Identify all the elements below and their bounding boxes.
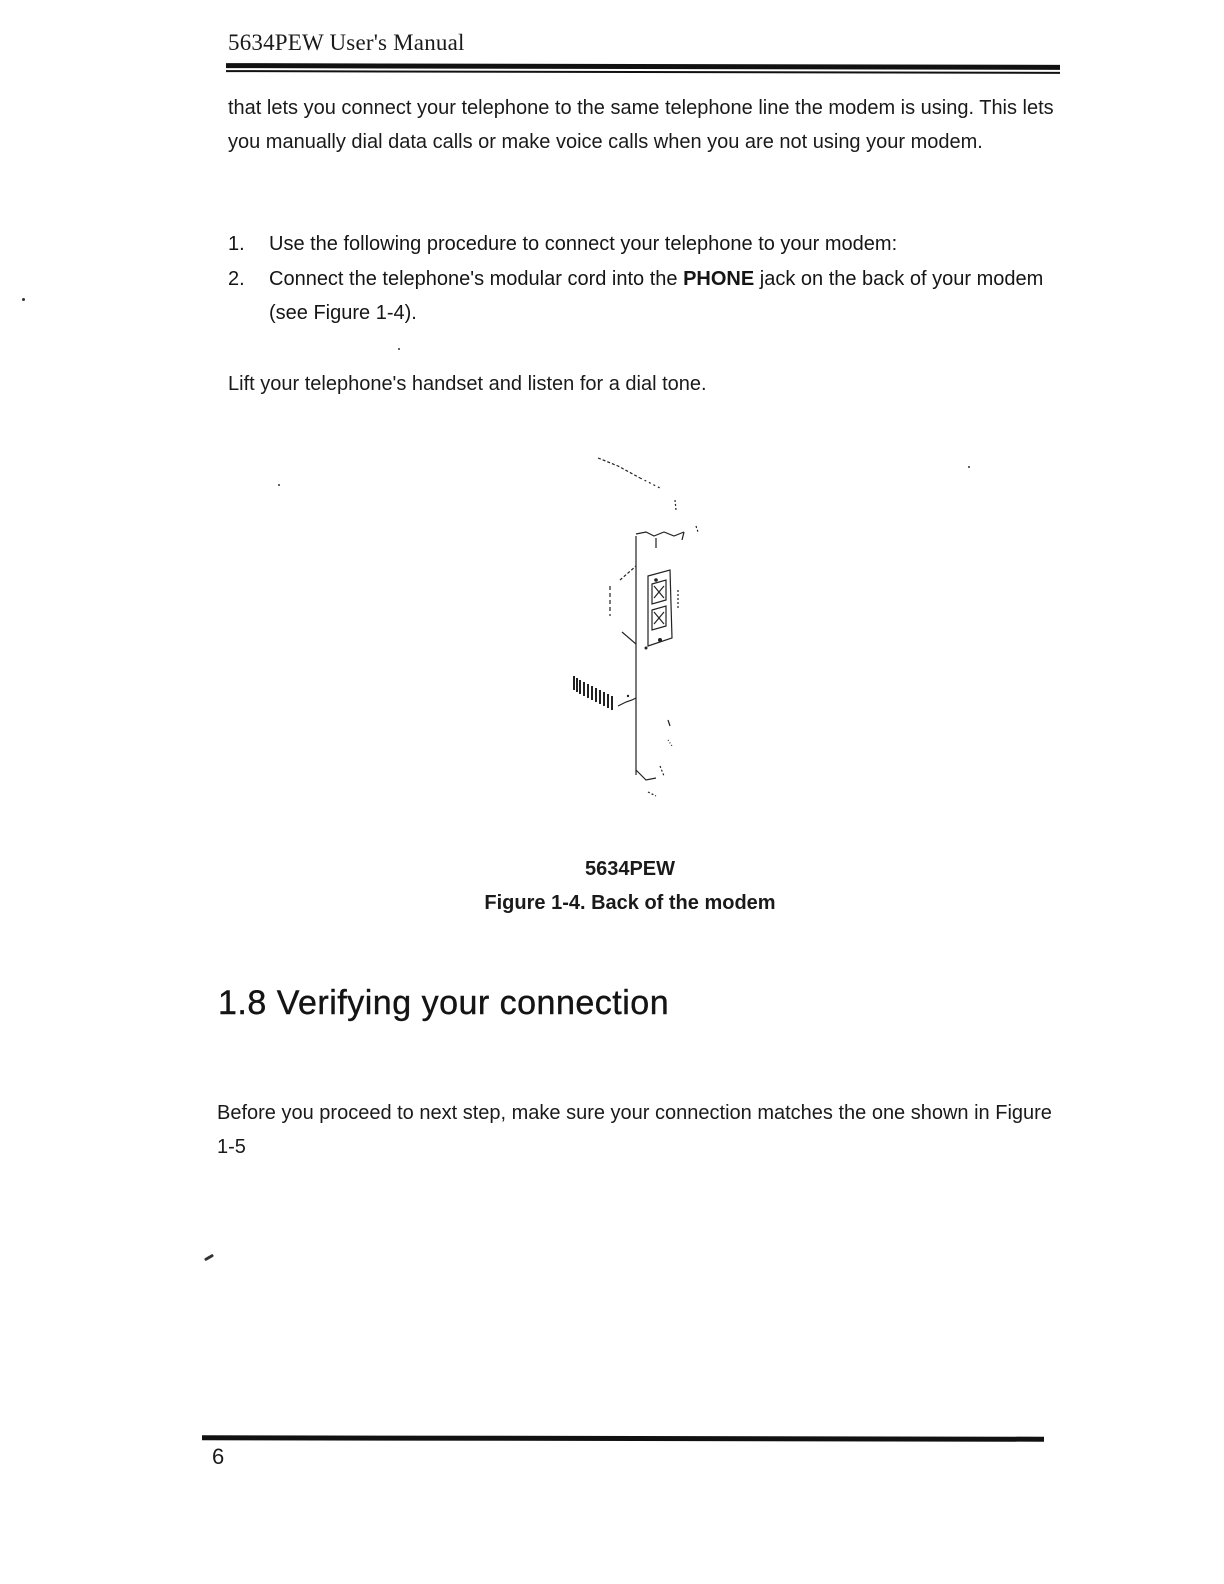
- list-item: [228, 262, 1058, 330]
- scan-speck: [22, 298, 25, 301]
- step-text: Use the following procedure to connect your telephone to your modem:: [269, 233, 898, 255]
- step-number: 2.: [228, 268, 245, 290]
- lift-handset-paragraph: Lift your telephone's handset and listen for a dial tone.: [228, 373, 707, 395]
- step-number: 1.: [228, 233, 245, 255]
- footer-rule: [202, 1435, 1044, 1441]
- step-text-continued: jack on the back of your modem (see Figure 1-4).: [269, 268, 1044, 324]
- phone-jack-label: PHONE: [683, 268, 755, 290]
- step-text: Connect the telephone's modular cord into the: [269, 268, 684, 290]
- manual-title: 5634PEW User's Manual: [228, 30, 465, 55]
- header-rule-thick: [226, 63, 1060, 70]
- figure-model-label: 5634PEW: [584, 858, 676, 880]
- page-number: 6: [212, 1444, 225, 1469]
- figure-caption: Figure 1-4. Back of the modem: [484, 892, 776, 914]
- intro-paragraph: that lets you connect your telephone to the same telephone line the modem is using. This lets you manually dial data calls or make voice calls when you are not using your modem.: [228, 97, 1054, 153]
- procedure-list: [228, 227, 1058, 331]
- header-rule-thin: [226, 70, 1060, 73]
- scan-speck: [204, 1254, 214, 1262]
- scan-speck: [278, 484, 280, 486]
- scan-speck: [968, 466, 970, 468]
- modem-back-illustration: [560, 440, 760, 810]
- list-item: [228, 227, 1058, 261]
- modem-card-drawing: [560, 440, 760, 810]
- scan-speck: [398, 348, 400, 350]
- section-heading: 1.8 Verifying your connection: [218, 984, 670, 1022]
- verify-paragraph: Before you proceed to next step, make sure your connection matches the one shown in Figure 1-5: [217, 1102, 1052, 1158]
